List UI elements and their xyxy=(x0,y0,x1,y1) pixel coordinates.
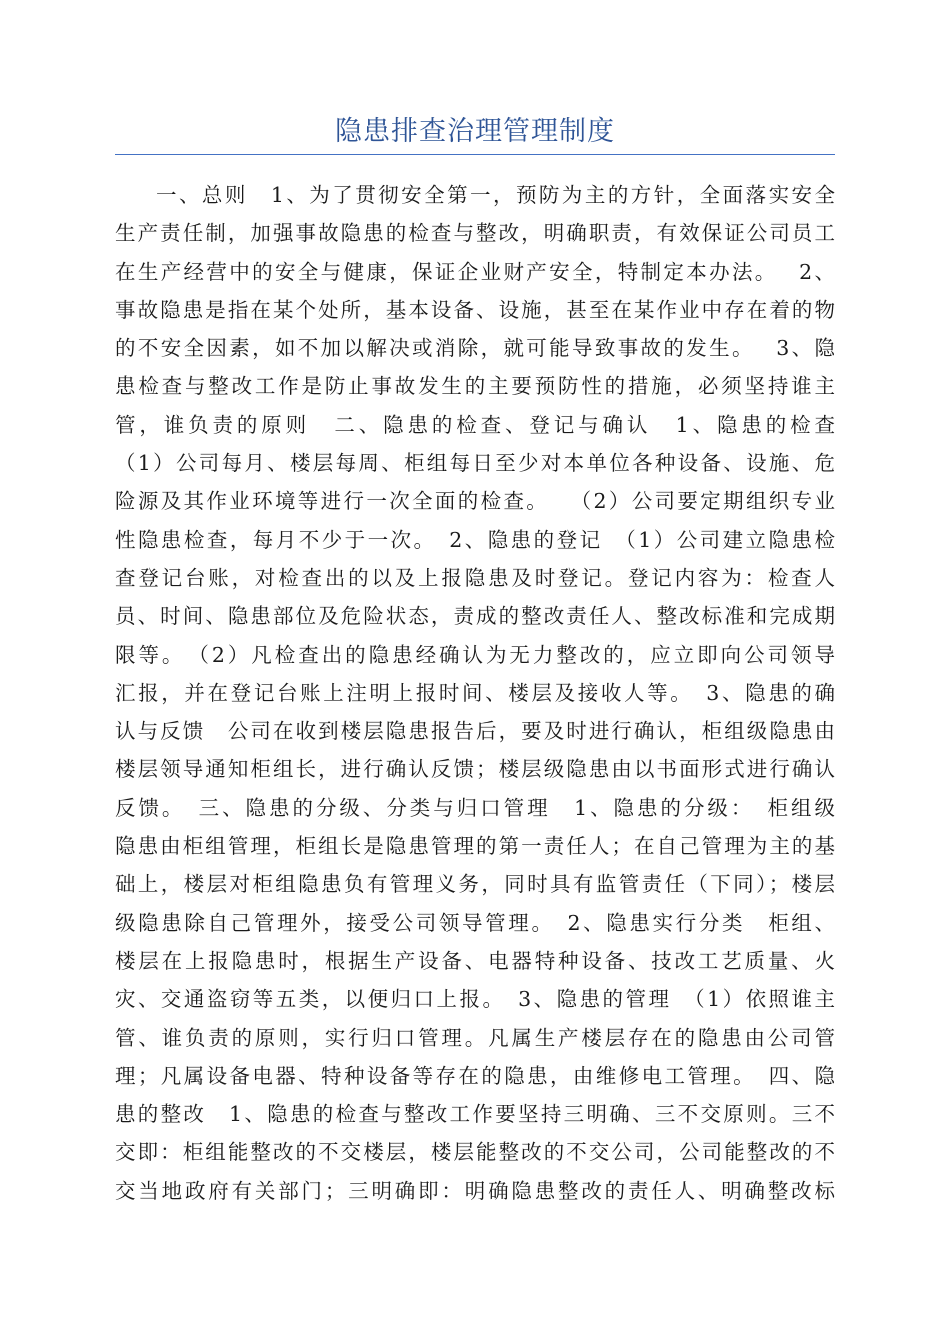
text-line: 楼层在上报隐患时，根据生产设备、电器特种设备、技改工艺质量、火 xyxy=(115,948,835,973)
document-body xyxy=(115,176,835,1210)
text-line: 汇报，并在登记台账上注明上报时间、楼层及接收人等。 3、隐患的确 xyxy=(115,680,835,705)
text-line: 反馈。 三、隐患的分级、分类与归口管理 1、隐患的分级： 柜组级 xyxy=(115,795,835,820)
text-line: （1）公司每月、楼层每周、柜组每日至少对本单位各种设备、设施、危 xyxy=(115,451,835,476)
text-line: 的不安全因素，如不加以解决或消除，就可能导致事故的发生。 3、隐 xyxy=(115,336,835,361)
text-line: 隐患由柜组管理，柜组长是隐患管理的第一责任人；在自己管理为主的基 xyxy=(115,834,835,859)
text-line: 员、时间、隐患部位及危险状态，责成的整改责任人、整改标准和完成期 xyxy=(115,604,835,629)
text-line: 交当地政府有关部门；三明确即：明确隐患整改的责任人、明确整改标 xyxy=(115,1178,835,1203)
text-line: 在生产经营中的安全与健康，保证企业财产安全，特制定本办法。 2、 xyxy=(115,259,835,284)
text-line: 楼层领导通知柜组长，进行确认反馈；楼层级隐患由以书面形式进行确认 xyxy=(115,757,835,782)
text-line: 管，谁负责的原则 二、隐患的检查、登记与确认 1、隐患的检查 xyxy=(115,412,835,437)
text-line: 险源及其作业环境等进行一次全面的检查。 （2）公司要定期组织专业 xyxy=(115,489,835,514)
text-line: 性隐患检查，每月不少于一次。 2、隐患的登记 （1）公司建立隐患检 xyxy=(115,527,835,552)
text-line: 查登记台账，对检查出的以及上报隐患及时登记。登记内容为：检查人 xyxy=(115,565,835,590)
text-line: 患检查与整改工作是防止事故发生的主要预防性的措施，必须坚持谁主 xyxy=(115,374,835,399)
text-line: 限等。 （2）凡检查出的隐患经确认为无力整改的，应立即向公司领导 xyxy=(115,642,835,667)
text-line: 灾、交通盗窃等五类，以便归口上报。 3、隐患的管理 （1）依照谁主 xyxy=(115,987,835,1012)
text-line: 级隐患除自己管理外，接受公司领导管理。 2、隐患实行分类 柜组、 xyxy=(115,910,835,935)
title-underline xyxy=(115,154,835,155)
text-line: 交即：柜组能整改的不交楼层，楼层能整改的不交公司，公司能整改的不 xyxy=(115,1140,835,1165)
text-line: 一、总则 1、为了贯彻安全第一，预防为主的方针，全面落实安全 xyxy=(156,183,835,207)
text-line: 础上，楼层对柜组隐患负有管理义务，同时具有监管责任（下同）；楼层 xyxy=(115,872,835,897)
document-title: 隐患排查治理管理制度 xyxy=(335,116,615,147)
text-line: 管、谁负责的原则，实行归口管理。凡属生产楼层存在的隐患由公司管 xyxy=(115,1025,835,1050)
text-line: 生产责任制，加强事故隐患的检查与整改，明确职责，有效保证公司员工 xyxy=(115,221,835,246)
text-line: 理；凡属设备电器、特种设备等存在的隐患，由维修电工管理。 四、隐 xyxy=(115,1063,835,1088)
text-line: 认与反馈 公司在收到楼层隐患报告后，要及时进行确认，柜组级隐患由 xyxy=(115,719,835,744)
text-line: 事故隐患是指在某个处所，基本设备、设施，甚至在某作业中存在着的物 xyxy=(115,297,835,322)
text-line: 患的整改 1、隐患的检查与整改工作要坚持三明确、三不交原则。三不 xyxy=(115,1102,835,1127)
